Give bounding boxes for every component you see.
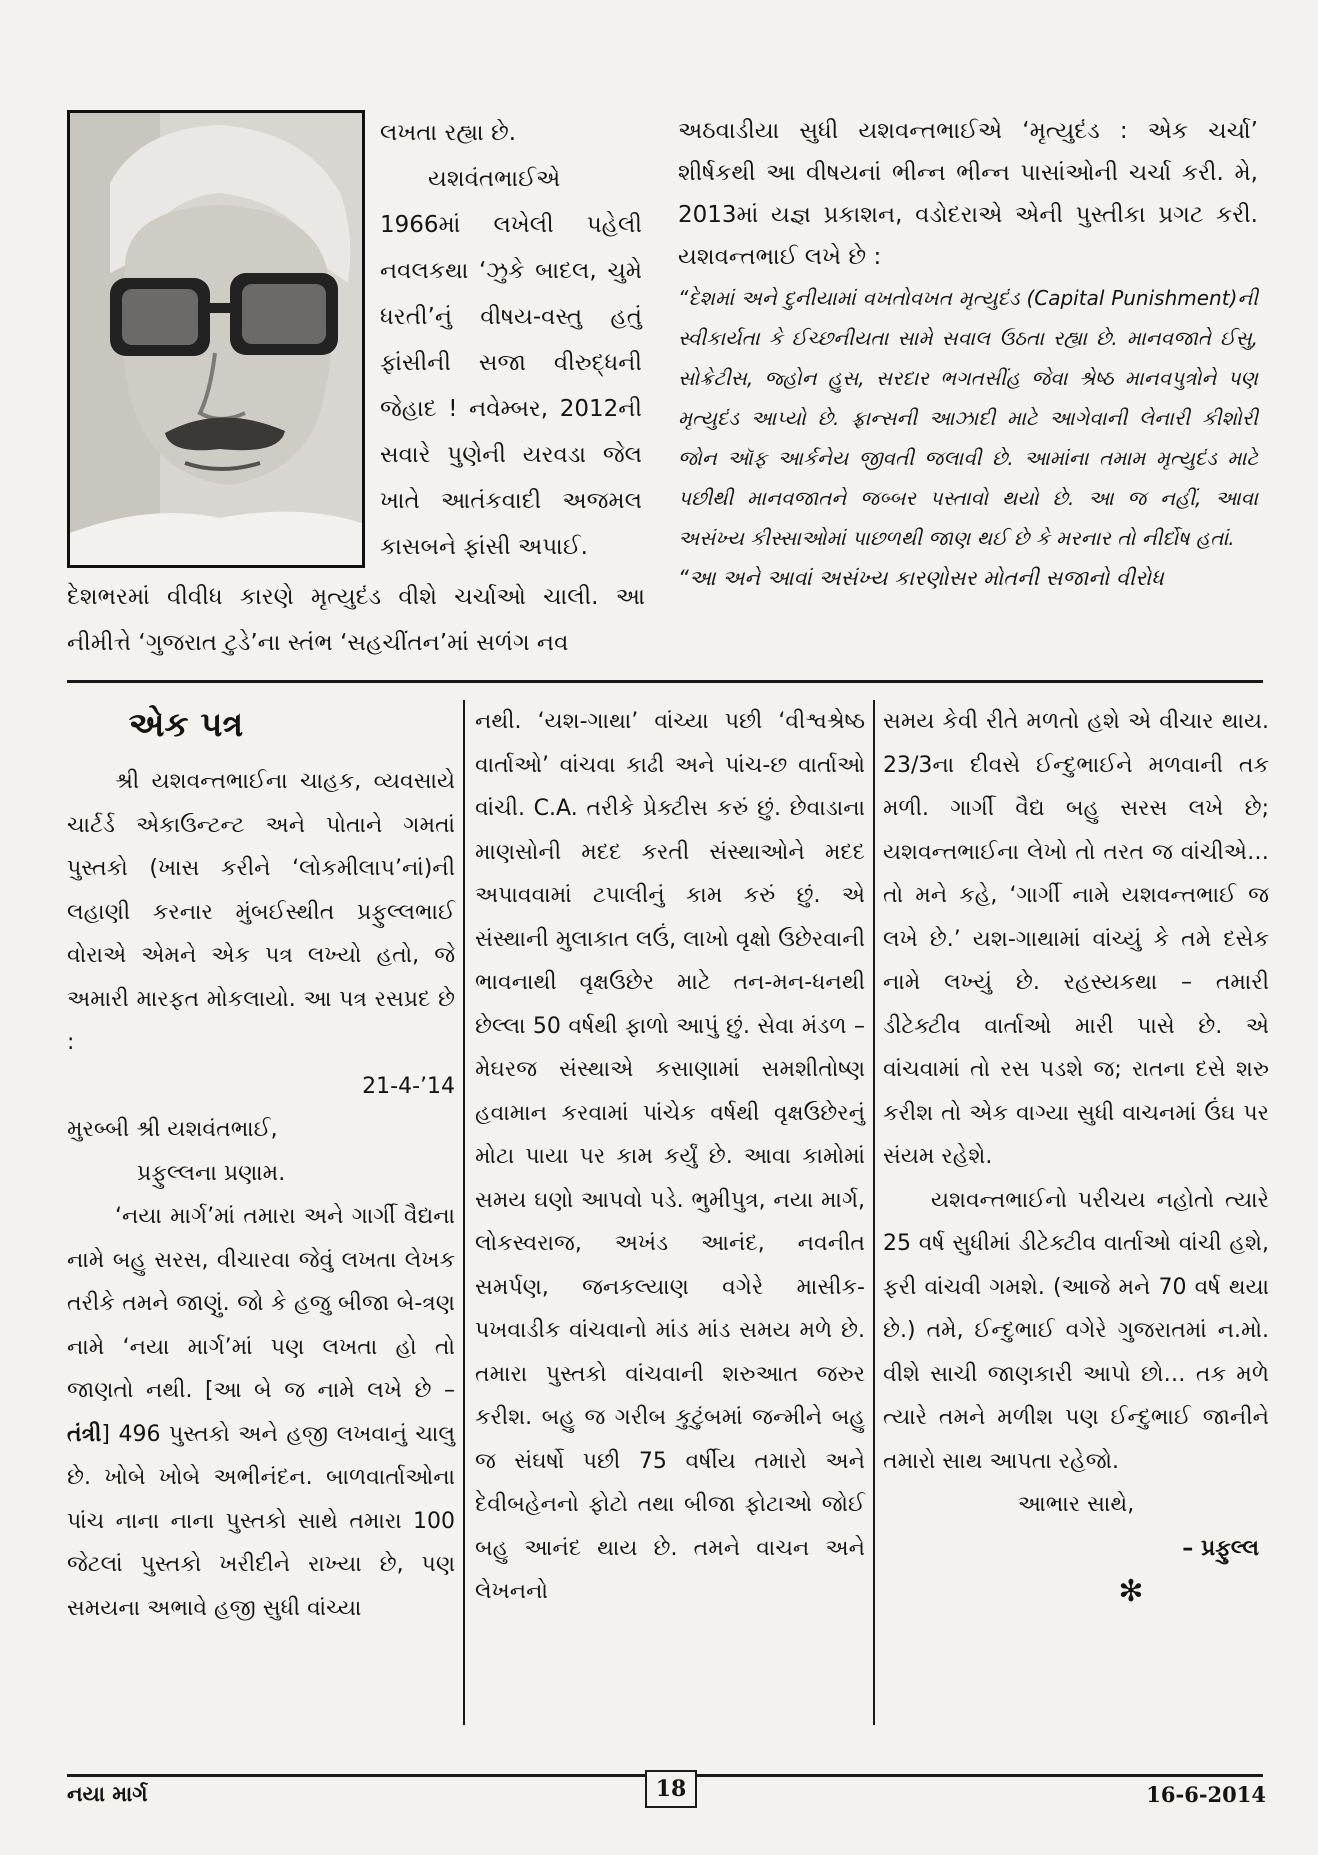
footer-page-number: 18 (645, 1770, 697, 1808)
column-rule-1 (463, 700, 465, 1725)
letter-intro: શ્રી યશવન્તભાઈના ચાહક, વ્યવસાયે ચાર્ટર્ડ એકાઉન્ટન્ટ અને પોતાને ગમતાં પુસ્તકો (ખાસ કરીને ‘લોકમીલાપ’નાં)ની લહાણી કરનાર મુંબઈસ્થીત પ્રફુલ્લભાઈ વોરાએ એમને એક પત્ર લખ્યો હતો, જે અમારી મારફત મોકલાયો. આ પત્ર રસપ્રદ છે : (67, 769, 455, 1055)
intro-line: લખતા રહ્યા છે. (380, 120, 517, 146)
article-intro: અઠવાડીયા સુધી યશવન્તભાઈએ ‘મૃત્યુદંડ : એક ચર્ચા’ શીર્ષકથી આ વીષયનાં ભીન્ન ભીન્ન પાસાંઓની ચર્ચા કરી. મે, 2013માં યજ્ઞ પ્રકાશન, વડોદરાએ એની પુસ્તીકા પ્રગટ કરી. યશવન્તભાઈ લખે છે : (678, 118, 1258, 270)
letter-body-3b: યશવન્તભાઈનો પરીચય નહોતો ત્યારે 25 વર્ષ સુધીમાં ડીટેક્ટીવ વાર્તાઓ વાંચી હશે, ફરી વાંચવી ગમશે. (આજે મને 70 વર્ષ થયા છે.) તમે, ઈન્દુભાઈ વગેરે ગુજરાતમાં ન.મો. વીશે સાચી જાણકારી આપો છો… તક મળે ત્યારે તમને મળીશ પણ ઈન્દુભાઈ જાનીને તમારો સાથ આપતા રહેજો. (883, 1187, 1269, 1474)
footer-magazine-name: નયા માર્ગ (67, 1782, 148, 1806)
portrait-image (70, 113, 362, 565)
intro-continuation: દેશભરમાં વીવીધ કારણે મૃત્યુદંડ વીશે ચર્ચાઓ ચાલી. આ નીમીત્તે ‘ગુજરાત ટુડે’ના સ્તંભ ‘સહચીંતન’માં સળંગ નવ (67, 584, 645, 656)
article-right-column (678, 110, 1258, 598)
intro-text-below-photo (67, 574, 645, 666)
letter-signature: – પ્રફુલ્લ (1182, 1535, 1259, 1561)
article-quote: “દેશમાં અને દુનીયામાં વખતોવખત મૃત્યુદંડ (Capital Punishment)ની સ્વીકાર્યતા કે ઈચ્છનીયતા સામે સવાલ ઉઠતા રહ્યા છે. માનવજાતે ઈસુ, સોક્રેટીસ, જ્હોન હુસ, સરદાર ભગતસીંહ જેવા શ્રેષ્ઠ માનવપુત્રોને પણ મૃત્યુદંડ આપ્યો છે. ફ્રાન્સની આઝાદી માટે આગેવાની લેનારી કીશોરી જોન ઑફ આર્કનેય જીવતી જલાવી છે. આમાંના તમામ મૃત્યુદંડ માટે પછીથી માનવજાતને જબ્બર પસ્તાવો થયો છે. આ જ નહીં, આવા અસંખ્ય કીસ્સાઓમાં પાછળથી જાણ થઈ છે કે મરનાર તો નીર્દોષ હતાં. (678, 286, 1258, 550)
letter-body-2: નથી. ‘યશ-ગાથા’ વાંચ્યા પછી ‘વીશ્વશ્રેષ્ઠ વાર્તાઓ’ વાંચવા કાઢી અને પાંચ-છ વાર્તાઓ વાંચી. C.A. તરીકે પ્રેક્ટીસ કરું છું. છેવાડાના માણસોની મદદ કરતી સંસ્થાઓને મદદ અપાવવામાં ટપાલીનું કામ કરું છું. એ સંસ્થાની મુલાકાત લઉં, લાખો વૃક્ષો ઉછેરવાની ભાવનાથી વૃક્ષઉછેર માટે તન-મન-ધનથી છેલ્લા 50 વર્ષથી ફાળો આપું છું. સેવા મંડળ – મેઘરજ સંસ્થાએ કસાણામાં સમશીતોષ્ણ હવામાન કરવામાં પાંચેક વર્ષથી વૃક્ષઉછેરનું મોટા પાયા પર કામ કર્યું છે. આવા કામોમાં સમય ઘણો આપવો પડે. ભુમીપુત્ર, નયા માર્ગ, લોકસ્વરાજ, અખંડ આનંદ, નવનીત સમર્પણ, જનકલ્યાણ વગેરે માસીક-પખવાડીક વાંચવાનો માંડ માંડ સમય મળે છે. તમારા પુસ્તકો વાંચવાની શરુઆત જરુર કરીશ. બહુ જ ગરીબ કુટુંબમાં જન્મીને બહુ જ સંઘર્ષો પછી 75 વર્ષીય તમારો અને દેવીબહેનનો ફોટો તથા બીજા ફોટાઓ જોઈ બહુ આનંદ થાય છે. તમને વાચન અને લેખનનો (475, 709, 865, 1604)
letter-body-1a: ‘નયા માર્ગ’માં તમારા અને ગાર્ગી વૈદ્યના નામે બહુ સરસ, વીચારવા જેવું લખતા લેખક તરીકે તમને જાણું. જો કે હજુ બીજા બે-ત્રણ નામે ‘નયા માર્ગ’માં પણ લખતા હો તો જાણતો નથી. [આ બે જ નામે લખે છે – (67, 1204, 455, 1403)
letter-column-3 (883, 700, 1269, 1614)
letter-body-1 (67, 1195, 455, 1630)
letter-body-3a: સમય કેવી રીતે મળતો હશે એ વીચાર થાય. 23/3ના દીવસે ઈન્દુભાઈને મળવાની તક મળી. ગાર્ગી વૈદ્ય બહુ સરસ લખે છે; યશવન્તભાઈના લેખો તો તરત જ વાંચીએ… તો મને કહે, ‘ગાર્ગી નામે યશવન્તભાઈ જ લખે છે.’ યશ-ગાથામાં વાંચ્યું કે તમે દસેક નામે લખ્યું છે. રહસ્યકથા – તમારી ડીટેક્ટીવ વાર્તાઓ મારી પાસે છે. એ વાંચવામાં તો રસ પડશે જ; રાતના દસે શરુ કરીશ તો એક વાગ્યા સુધી વાચનમાં ઉંઘ પર સંયમ રહેશે. (883, 709, 1269, 1169)
end-mark-icon: ✻ (1118, 1574, 1144, 1609)
editor-label: તંત્રી (67, 1421, 102, 1447)
intro-paragraph: યશવંતભાઈએ 1966માં લખેલી પહેલી નવલકથા ‘ઝુકે બાદલ, ચુમે ધરતી’નું વીષય-વસ્તુ હતું ફાંસીની સજા વીરુદ્ધની જેહાદ ! નવેમ્બર, 2012ની સવારે પુણેની યરવડા જેલ ખાતે આતંકવાદી અજમલ કાસબને ફાંસી અપાઈ. (380, 166, 642, 560)
author-photo (67, 110, 365, 568)
letter-column-2 (475, 700, 865, 1614)
letter-salutation: મુરબ્બી શ્રી યશવંતભાઈ, (67, 1117, 278, 1142)
section-divider (67, 680, 1263, 683)
letter-column-1 (67, 700, 455, 1630)
letter-closing: આભાર સાથે, (1017, 1492, 1135, 1517)
letter-greeting: પ્રફુલ્લના પ્રણામ. (137, 1160, 286, 1186)
footer-date: 16-6-2014 (1146, 1782, 1266, 1807)
letter-date: 21-4-’14 (362, 1073, 455, 1099)
letter-body-1b: ] 496 પુસ્તકો અને હજી લખવાનું ચાલુ છે. ખોબે ખોબે અભીનંદન. બાળવાર્તાઓના પાંચ નાના નાના પુસ્તકો સાથે તમારા 100 જેટલાં પુસ્તકો ખરીદીને રાખ્યા છે, પણ સમયના અભાવે હજી સુધી વાંચ્યા (67, 1421, 455, 1621)
column-rule-2 (873, 700, 875, 1725)
intro-text-beside-photo (380, 110, 642, 570)
letter-heading: એક પત્ર (128, 705, 244, 745)
article-quote-next: “આ અને આવાં અસંખ્ય કારણોસર મોતની સજાનો વીરોધ (678, 566, 1164, 590)
